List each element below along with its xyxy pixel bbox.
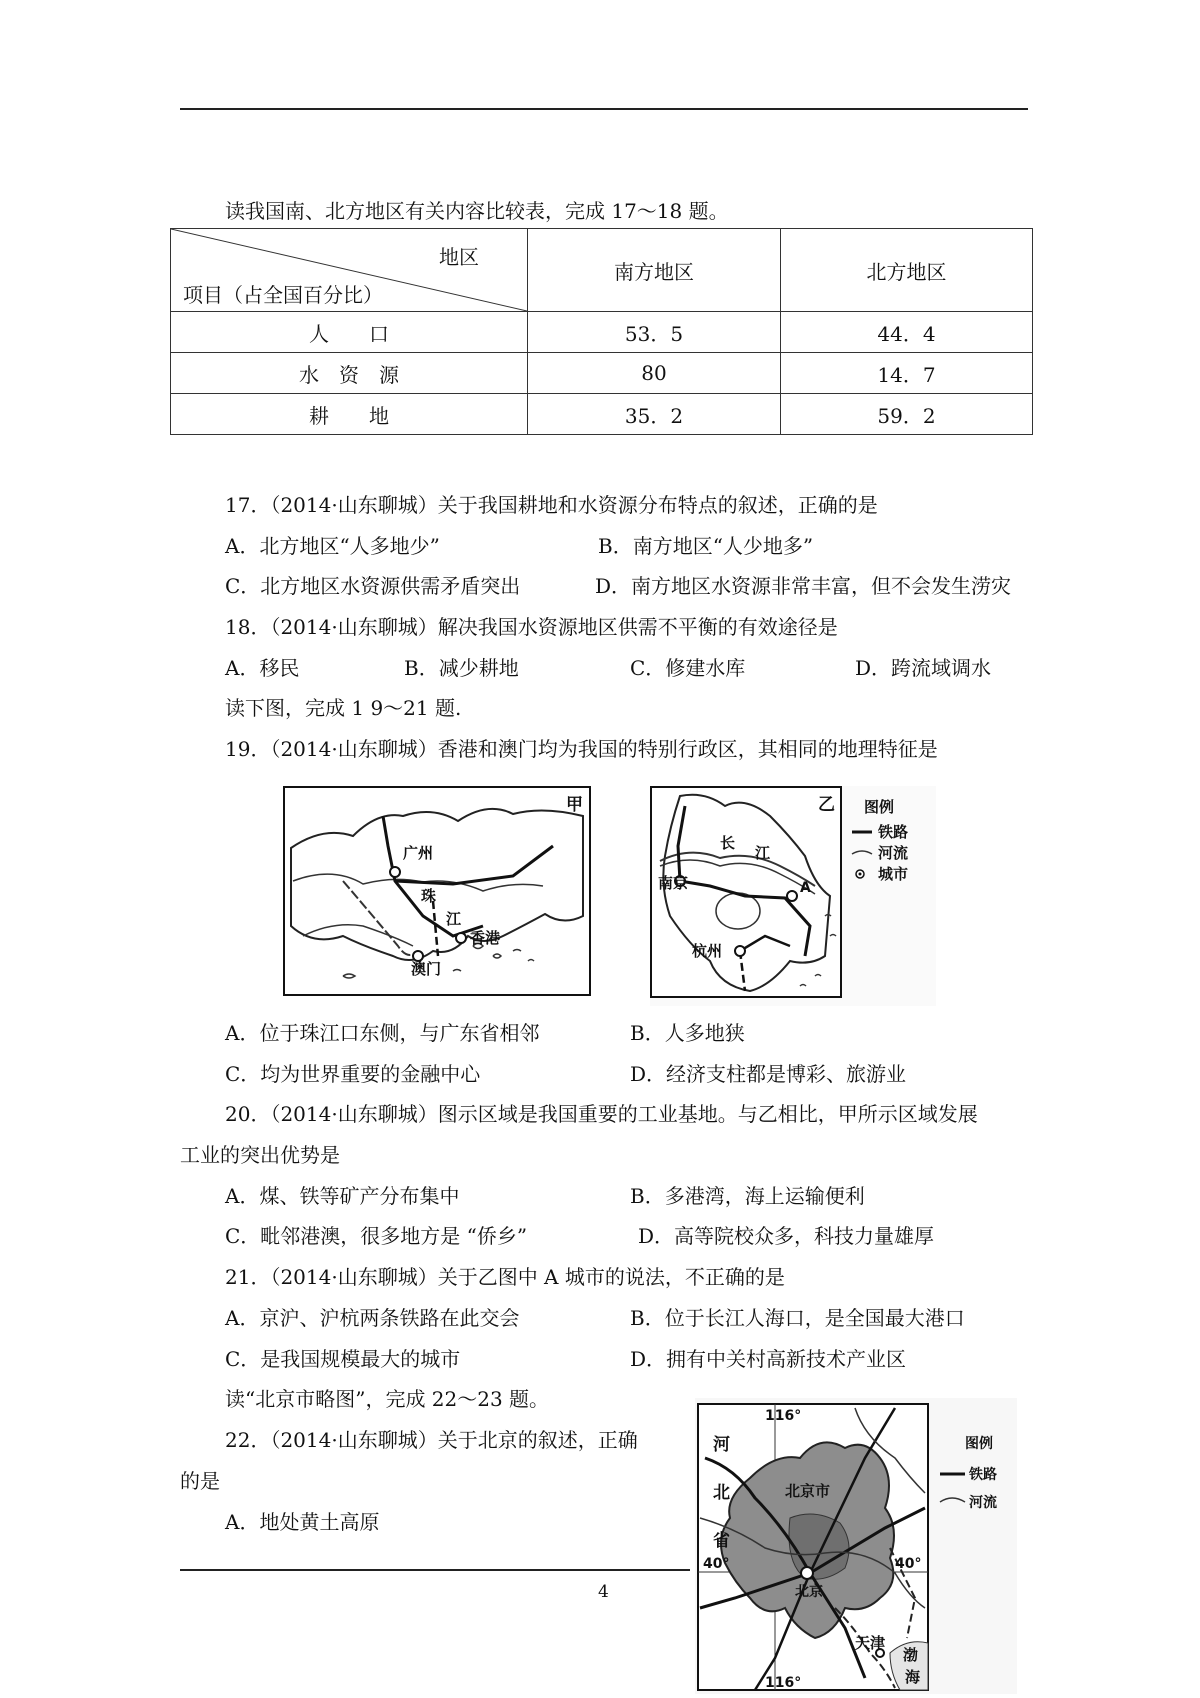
intro-19-21: 读下图，完成 1 9～21 题. (225, 696, 462, 720)
legend-title: 图例 (864, 798, 895, 816)
q18-option-a: A．移民 (225, 656, 300, 680)
label-bei: 北 (713, 1483, 730, 1503)
legend-railway: 铁路 (878, 823, 909, 841)
bj-legend-railway: 铁路 (969, 1467, 997, 1483)
cell-north: 44．4 (781, 312, 1033, 353)
q17-option-c: C．北方地区水资源供需矛盾突出 (225, 574, 521, 598)
guangzhou-city-dot (390, 867, 400, 877)
q22-option-a: A．地处黄土高原 (225, 1510, 380, 1534)
q19-option-a: A．位于珠江口东侧，与广东省相邻 (225, 1021, 540, 1045)
map-beijing (695, 1398, 1017, 1694)
q20-option-d: D．高等院校众多，科技力量雄厚 (638, 1224, 935, 1248)
q18-option-c: C．修建水库 (630, 656, 746, 680)
label-a-city: A (800, 880, 811, 896)
label-beijing: 北京 (795, 1584, 823, 1600)
bj-legend-title: 图例 (965, 1436, 993, 1452)
footer-rule (180, 1569, 690, 1571)
label-bo: 渤 (903, 1646, 919, 1664)
header-item: 项目（占全国百分比） (183, 283, 383, 307)
table-row (171, 312, 1033, 353)
q19-option-b: B．人多地狭 (630, 1021, 745, 1045)
map-jia (283, 786, 591, 996)
q21-option-d: D．拥有中关村高新技术产业区 (630, 1347, 907, 1371)
intro-17-18: 读我国南、北方地区有关内容比较表，完成 17～18 题。 (225, 199, 729, 223)
label-jiang: 江 (446, 910, 462, 928)
q17-stem: 17．（2014·山东聊城）关于我国耕地和水资源分布特点的叙述，正确的是 (225, 493, 878, 517)
q17-option-a: A．北方地区“人多地少” (225, 534, 440, 558)
bj-legend-river: 河流 (969, 1495, 997, 1511)
q20-stem-line2: 工业的突出优势是 (180, 1143, 340, 1167)
page-number: 4 (598, 1582, 609, 1602)
beijing-urban-area (789, 1514, 849, 1579)
row-label: 水 资 源 (171, 353, 528, 394)
header-region: 地区 (439, 245, 479, 269)
q22-stem-line1: 22．（2014·山东聊城）关于北京的叙述，正确 (225, 1428, 638, 1452)
map-jia-tag: 甲 (566, 795, 583, 815)
table-row (171, 353, 1033, 394)
hangzhou-city-dot (735, 946, 745, 956)
label-guangzhou: 广州 (403, 844, 434, 862)
label-zhu: 珠 (421, 887, 437, 905)
comparison-table (170, 228, 1033, 435)
label-xianggang: 香港 (470, 929, 501, 947)
q21-option-b: B．位于长江人海口，是全国最大港口 (630, 1306, 965, 1330)
label-chang: 长 (720, 834, 736, 852)
legend-city-icon-center (859, 873, 862, 876)
table-row (171, 394, 1033, 435)
cell-south: 35．2 (528, 394, 781, 435)
label-he: 河 (713, 1435, 730, 1455)
lat-right-label: 40° (895, 1556, 922, 1572)
label-nanjing: 南京 (658, 874, 689, 892)
q19-option-d: D．经济支柱都是博彩、旅游业 (630, 1062, 907, 1086)
intro-22-23: 读“北京市略图”，完成 22～23 题。 (225, 1387, 550, 1411)
q20-option-a: A．煤、铁等矿产分布集中 (225, 1184, 460, 1208)
lon-bottom-label: 116° (765, 1675, 802, 1691)
q21-stem: 21．（2014·山东聊城）关于乙图中 A 城市的说法，不正确的是 (225, 1265, 785, 1289)
q20-option-b: B．多港湾，海上运输便利 (630, 1184, 865, 1208)
cell-north: 14．7 (781, 353, 1033, 394)
row-label: 人 口 (171, 312, 528, 353)
cell-south: 53．5 (528, 312, 781, 353)
q20-option-c: C．毗邻港澳，很多地方是 “侨乡” (225, 1224, 528, 1248)
legend-city: 城市 (878, 865, 909, 883)
label-sheng: 省 (713, 1531, 730, 1551)
lon-top-label: 116° (765, 1408, 802, 1424)
q18-option-d: D．跨流域调水 (855, 656, 992, 680)
q20-stem-line1: 20．（2014·山东聊城）图示区域是我国重要的工业基地。与乙相比，甲所示区域发展 (225, 1102, 978, 1126)
label-beijing-shi: 北京市 (785, 1482, 831, 1500)
label-hangzhou: 杭州 (692, 942, 723, 960)
label-aomen: 澳门 (411, 960, 442, 978)
q19-stem: 19．（2014·山东聊城）香港和澳门均为我国的特别行政区，其相同的地理特征是 (225, 737, 938, 761)
label-yi-jiang: 江 (755, 844, 771, 862)
header-rule (180, 108, 1028, 110)
col-south: 南方地区 (528, 229, 781, 312)
a-city-dot (787, 891, 797, 901)
q17-option-d: D．南方地区水资源非常丰富，但不会发生涝灾 (595, 574, 1012, 598)
cell-north: 59．2 (781, 394, 1033, 435)
q21-option-c: C．是我国规模最大的城市 (225, 1347, 461, 1371)
label-hai: 海 (905, 1668, 921, 1686)
col-north: 北方地区 (781, 229, 1033, 312)
q18-stem: 18．（2014·山东聊城）解决我国水资源地区供需不平衡的有效途径是 (225, 615, 838, 639)
q17-option-b: B．南方地区“人少地多” (598, 534, 814, 558)
cell-south: 80 (528, 353, 781, 394)
row-label: 耕 地 (171, 394, 528, 435)
q19-option-c: C．均为世界重要的金融中心 (225, 1062, 481, 1086)
map-yi-tag: 乙 (818, 795, 835, 815)
legend-river: 河流 (878, 844, 909, 862)
q22-stem-line2: 的是 (180, 1469, 220, 1493)
xianggang-city-dot (456, 933, 466, 943)
q18-option-b: B．减少耕地 (404, 656, 519, 680)
q21-option-a: A．京沪、沪杭两条铁路在此交会 (225, 1306, 520, 1330)
lat-left-label: 40° (703, 1556, 730, 1572)
map-yi (650, 786, 936, 1006)
table-diagonal-header (171, 229, 528, 312)
beijing-city-dot (801, 1567, 813, 1579)
label-tianjin: 天津 (855, 1634, 886, 1652)
